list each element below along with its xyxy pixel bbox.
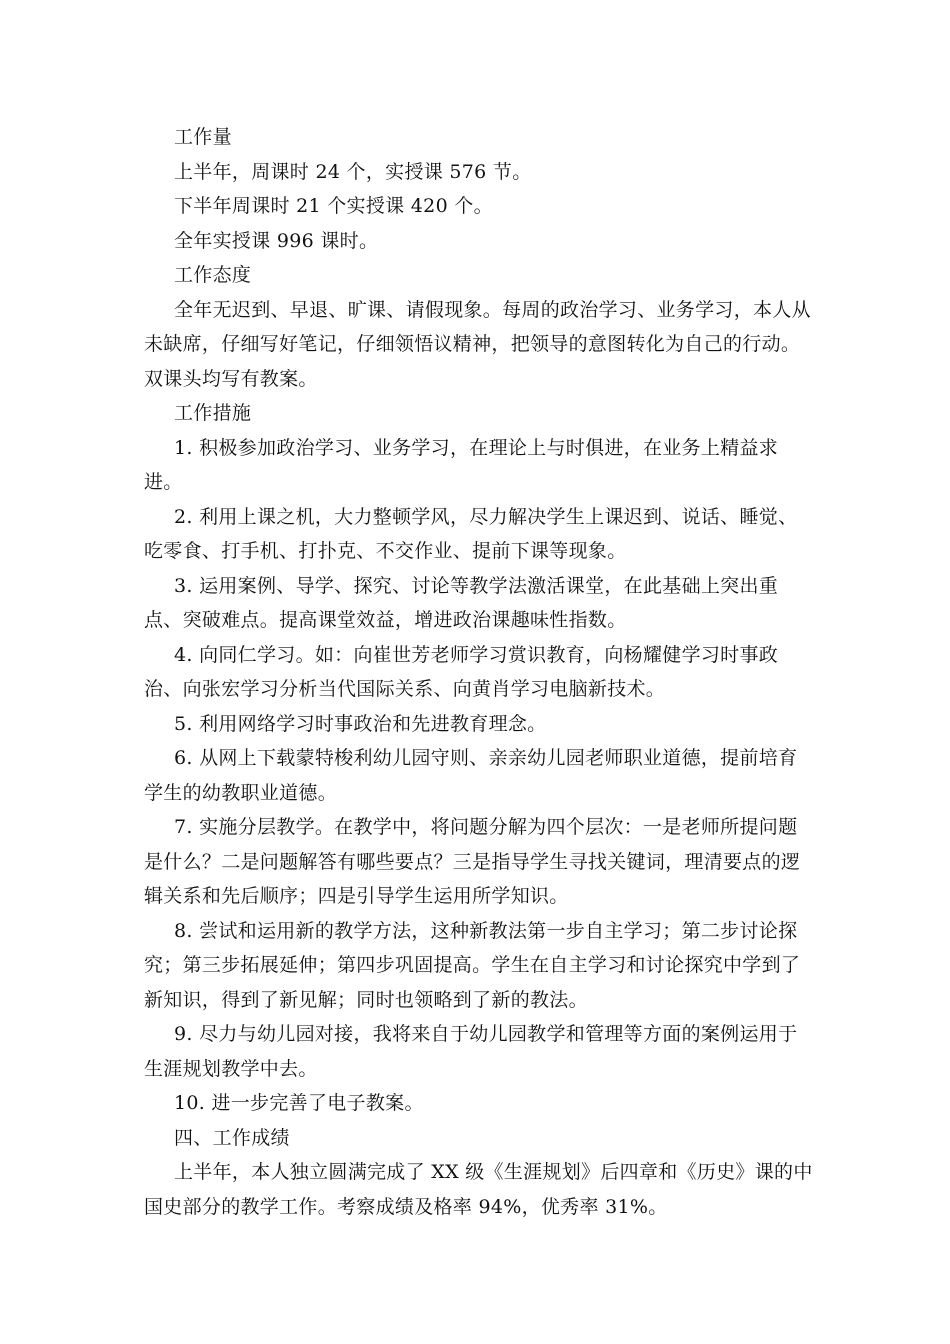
measure-item: 1. 积极参加政治学习、业务学习，在理论上与时俱进，在业务上精益求进。 [144,436,779,493]
paragraph-attitude: 全年无迟到、早退、旷课、请假现象。每周的政治学习、业务学习，本人从未缺席，仔细写好笔记，仔细领悟议精神，把领导的意图转化为自己的行动。双课头均写有教案。 [144,298,811,390]
paragraph-results: 上半年，本人独立圆满完成了 XX 级《生涯规划》后四章和《历史》课的中国史部分的教学工作。考察成绩及格率 94%，优秀率 31%。 [144,1161,813,1218]
measure-item: 10. 进一步完善了电子教案。 [174,1092,424,1114]
measure-item: 6. 从网上下载蒙特梭利幼儿园守则、亲亲幼儿园老师职业道德，提前培育学生的幼教职业道德。 [144,747,798,804]
document-body [144,120,814,1224]
measure-item: 9. 尽力与幼儿园对接，我将来自于幼儿园教学和管理等方面的案例运用于生涯规划教学中去。 [144,1023,798,1080]
measure-item: 7. 实施分层教学。在教学中，将问题分解为四个层次：一是老师所提问题是什么？二是问题解答有哪些要点？三是指导学生寻找关键词，理清要点的逻辑关系和先后顺序；四是引导学生运用所学知识。 [144,816,801,907]
measure-item: 3. 运用案例、导学、探究、讨论等教学法激活课堂，在此基础上突出重点、突破难点。提高课堂效益，增进政治课趣味性指数。 [144,574,779,631]
measure-item: 8. 尝试和运用新的教学方法，这种新教法第一步自主学习；第二步讨论探究；第三步拓展延伸；第四步巩固提高。学生在自主学习和讨论探究中学到了新知识，得到了新见解；同时也领略到了新的教法。 [144,919,801,1011]
paragraph-first-half: 上半年，周课时 24 个，实授课 576 节。 [174,160,532,183]
heading-work-attitude: 工作态度 [174,264,252,286]
paragraph-second-half: 下半年周课时 21 个实授课 420 个。 [174,195,493,217]
heading-work-results: 四、工作成绩 [174,1126,290,1149]
heading-work-measures: 工作措施 [174,402,252,424]
measure-item: 5. 利用网络学习时事政治和先进教育理念。 [174,712,547,735]
heading-workload: 工作量 [174,126,232,148]
measure-item: 4. 向同仁学习。如：向崔世芳老师学习赏识教育，向杨耀健学习时事政治、向张宏学习分析当代国际关系、向黄肖学习电脑新技术。 [144,643,779,700]
paragraph-full-year: 全年实授课 996 课时。 [174,229,379,252]
measure-item: 2. 利用上课之机，大力整顿学风，尽力解决学生上课迟到、说话、睡觉、吃零食、打手机、打扑克、不交作业、提前下课等现象。 [144,505,798,562]
